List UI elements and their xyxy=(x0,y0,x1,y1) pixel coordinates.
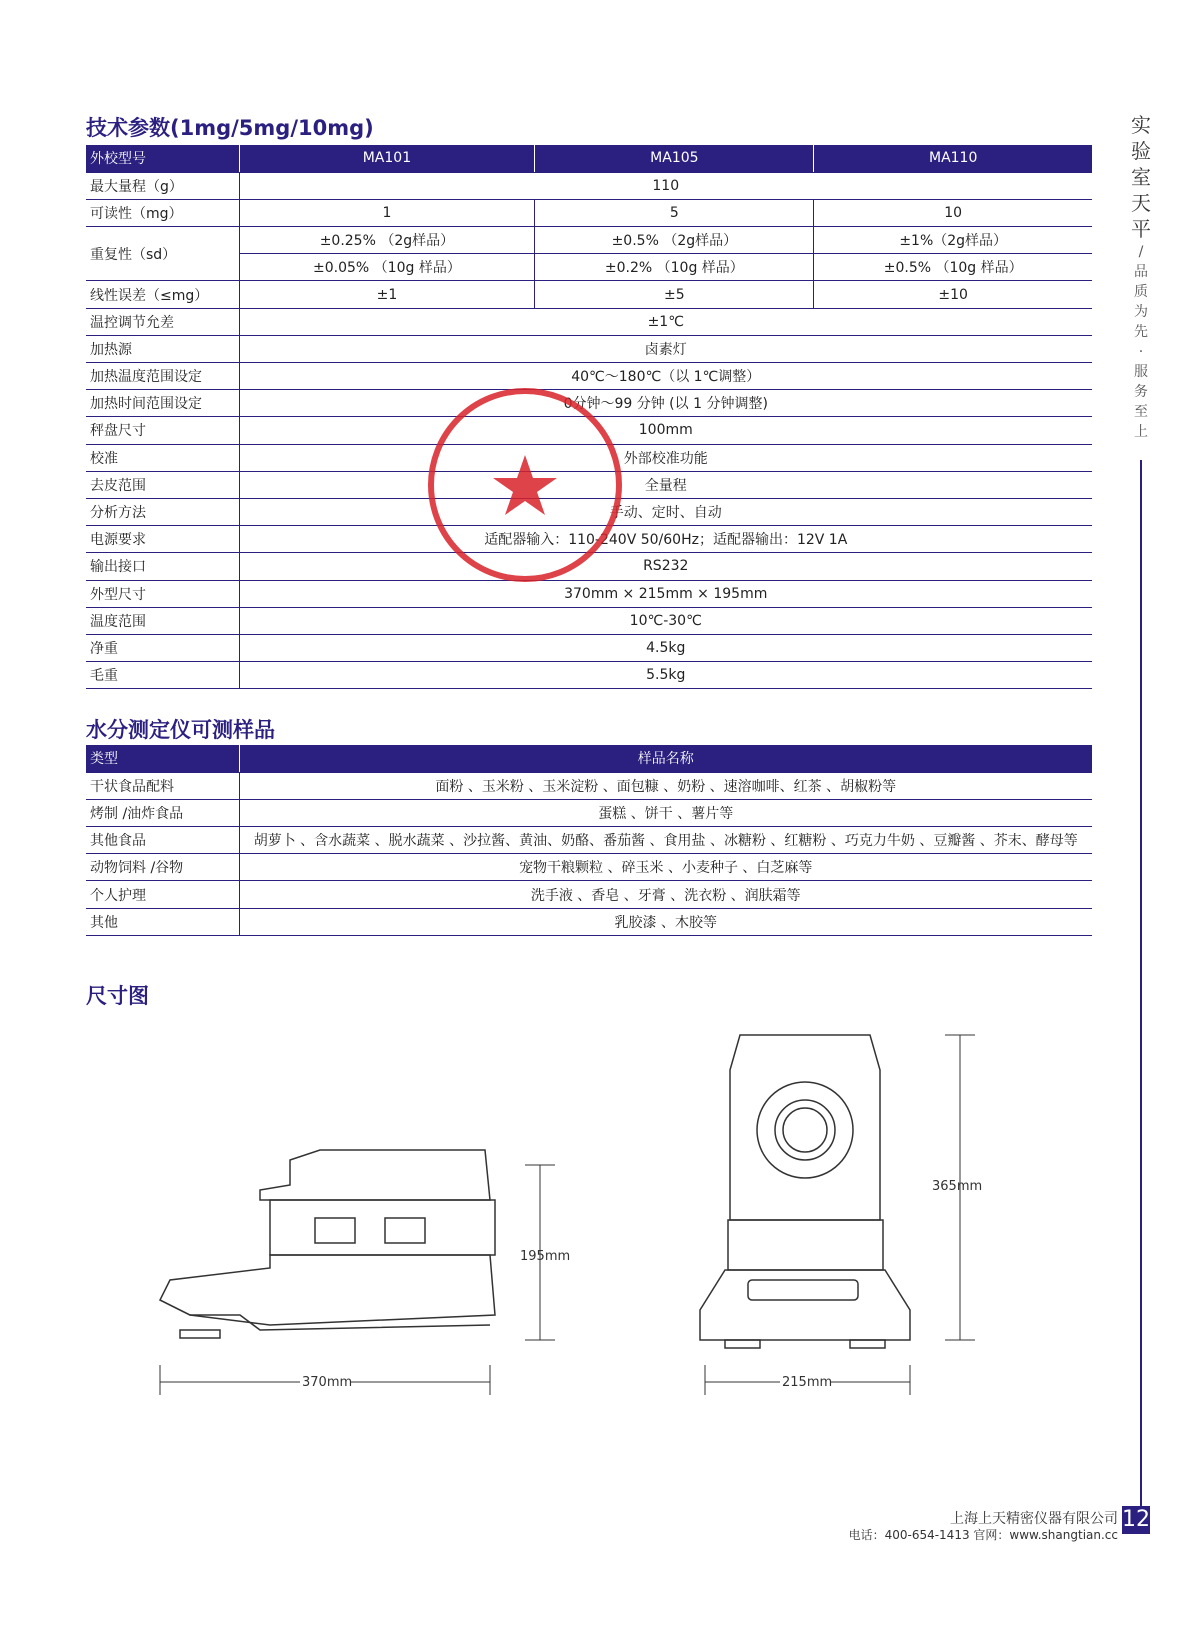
row-value: 100mm xyxy=(239,417,1092,444)
row-value: 1 xyxy=(239,199,535,226)
table-row xyxy=(86,335,1092,362)
header-cell: 样品名称 xyxy=(239,745,1092,772)
row-label: 温控调节允差 xyxy=(86,308,239,335)
table-row xyxy=(86,854,1092,881)
row-label: 毛重 xyxy=(86,662,239,689)
spec-title: 技术参数(1mg/5mg/10mg) xyxy=(86,116,374,140)
table-row xyxy=(86,799,1092,826)
row-label: 校准 xyxy=(86,444,239,471)
row-label: 其他食品 xyxy=(86,827,239,854)
row-label: 动物饲料 /谷物 xyxy=(86,854,239,881)
sidebar-category: 实验室天平 xyxy=(1131,113,1151,241)
table-row xyxy=(86,199,1092,226)
page-number: 12 xyxy=(1122,1507,1150,1532)
table-row xyxy=(86,281,1092,308)
row-label: 电源要求 xyxy=(86,526,239,553)
row-value: 洗手液 、香皂 、牙膏 、洗衣粉 、润肤霜等 xyxy=(239,881,1092,908)
row-label: 个人护理 xyxy=(86,881,239,908)
sidebar-title xyxy=(1126,112,1156,442)
row-label: 外型尺寸 xyxy=(86,580,239,607)
row-value: 蛋糕 、饼干 、薯片等 xyxy=(239,799,1092,826)
row-label: 可读性（mg） xyxy=(86,199,239,226)
row-value: ±10 xyxy=(814,281,1092,308)
header-cell: MA101 xyxy=(239,145,535,172)
dimension-drawing xyxy=(150,1010,1050,1410)
row-value: 10 xyxy=(814,199,1092,226)
row-value: 4.5kg xyxy=(239,634,1092,661)
header-cell: 外校型号 xyxy=(86,145,239,172)
company-seal xyxy=(425,385,625,585)
dimension-lines xyxy=(160,1035,975,1395)
width-label: 215mm xyxy=(782,1375,833,1390)
table-row xyxy=(86,881,1092,908)
row-value: 370mm × 215mm × 195mm xyxy=(239,580,1092,607)
table-row xyxy=(86,308,1092,335)
row-label: 秤盘尺寸 xyxy=(86,417,239,444)
row-value: 10℃-30℃ xyxy=(239,607,1092,634)
row-value: 宠物干粮颗粒 、碎玉米 、小麦种子 、白芝麻等 xyxy=(239,854,1092,881)
samples-table xyxy=(86,745,1092,936)
row-label: 净重 xyxy=(86,634,239,661)
height-side-label: 195mm xyxy=(520,1249,571,1264)
table-row xyxy=(86,227,1092,254)
header-cell: MA105 xyxy=(535,145,814,172)
row-value: 手动、定时、自动 xyxy=(239,498,1092,525)
length-label: 370mm xyxy=(302,1375,353,1390)
row-value: ±0.05% （10g 样品） xyxy=(239,254,535,281)
row-label: 加热源 xyxy=(86,335,239,362)
row-label: 线性误差（≤mg） xyxy=(86,281,239,308)
row-value: ±1%（2g样品） xyxy=(814,227,1092,254)
row-value: 5.5kg xyxy=(239,662,1092,689)
row-label: 干状食品配料 xyxy=(86,772,239,799)
table-row xyxy=(86,662,1092,689)
samples-title: 水分测定仪可测样品 xyxy=(86,718,275,742)
footer-company: 上海上天精密仪器有限公司 xyxy=(950,1511,1118,1527)
front-view-drawing xyxy=(700,1035,910,1348)
row-value: ±1 xyxy=(239,281,535,308)
row-label: 其他 xyxy=(86,908,239,935)
row-value: 卤素灯 xyxy=(239,335,1092,362)
row-value: 全量程 xyxy=(239,471,1092,498)
row-value: ±0.5% （10g 样品） xyxy=(814,254,1092,281)
row-label: 去皮范围 xyxy=(86,471,239,498)
row-label: 分析方法 xyxy=(86,498,239,525)
row-value: 适配器输入：110-240V 50/60Hz；适配器输出：12V 1A xyxy=(239,526,1092,553)
row-value: 乳胶漆 、木胶等 xyxy=(239,908,1092,935)
row-value: 胡萝卜 、含水蔬菜 、脱水蔬菜 、沙拉酱、黄油、奶酪、番茄酱 、食用盐 、冰糖粉 、红糖粉 、巧克力牛奶 、豆瓣酱 、芥末、酵母等 xyxy=(239,827,1092,854)
row-value: ±5 xyxy=(535,281,814,308)
sidebar-divider xyxy=(1140,460,1142,1510)
row-label: 烤制 /油炸食品 xyxy=(86,799,239,826)
table-header xyxy=(86,145,1092,172)
row-label: 重复性（sd） xyxy=(86,227,239,281)
row-label: 加热时间范围设定 xyxy=(86,390,239,417)
row-value: RS232 xyxy=(239,553,1092,580)
header-cell: 类型 xyxy=(86,745,239,772)
header-cell: MA110 xyxy=(814,145,1092,172)
sidebar-slash: / xyxy=(1138,244,1144,260)
row-value: 面粉 、玉米粉 、玉米淀粉 、面包糠 、奶粉 、速溶咖啡、红茶 、胡椒粉等 xyxy=(239,772,1092,799)
side-view-drawing xyxy=(160,1150,495,1338)
dims-title: 尺寸图 xyxy=(86,984,149,1008)
table-header xyxy=(86,745,1092,772)
row-value: 110 xyxy=(239,172,1092,199)
row-value: 外部校准功能 xyxy=(239,444,1092,471)
row-value: ±0.25% （2g样品） xyxy=(239,227,535,254)
row-label: 最大量程（g） xyxy=(86,172,239,199)
height-front-label: 365mm xyxy=(932,1179,983,1194)
table-row xyxy=(86,908,1092,935)
table-row xyxy=(86,827,1092,854)
table-row xyxy=(86,634,1092,661)
row-value: 5 xyxy=(535,199,814,226)
row-value: ±0.2% （10g 样品） xyxy=(535,254,814,281)
row-value: ±1℃ xyxy=(239,308,1092,335)
row-label: 温度范围 xyxy=(86,607,239,634)
table-row xyxy=(86,607,1092,634)
row-value: 40℃～180℃（以 1℃调整） xyxy=(239,363,1092,390)
row-value: 0分钟～99 分钟 (以 1 分钟调整) xyxy=(239,390,1092,417)
table-row xyxy=(86,772,1092,799)
table-row xyxy=(86,172,1092,199)
row-label: 加热温度范围设定 xyxy=(86,363,239,390)
row-value: ±0.5% （2g样品） xyxy=(535,227,814,254)
footer-contact: 电话：400-654-1413 官网：www.shangtian.cc xyxy=(848,1528,1118,1542)
sidebar-slogan: 品质为先·服务至上 xyxy=(1134,264,1148,440)
row-label: 输出接口 xyxy=(86,553,239,580)
